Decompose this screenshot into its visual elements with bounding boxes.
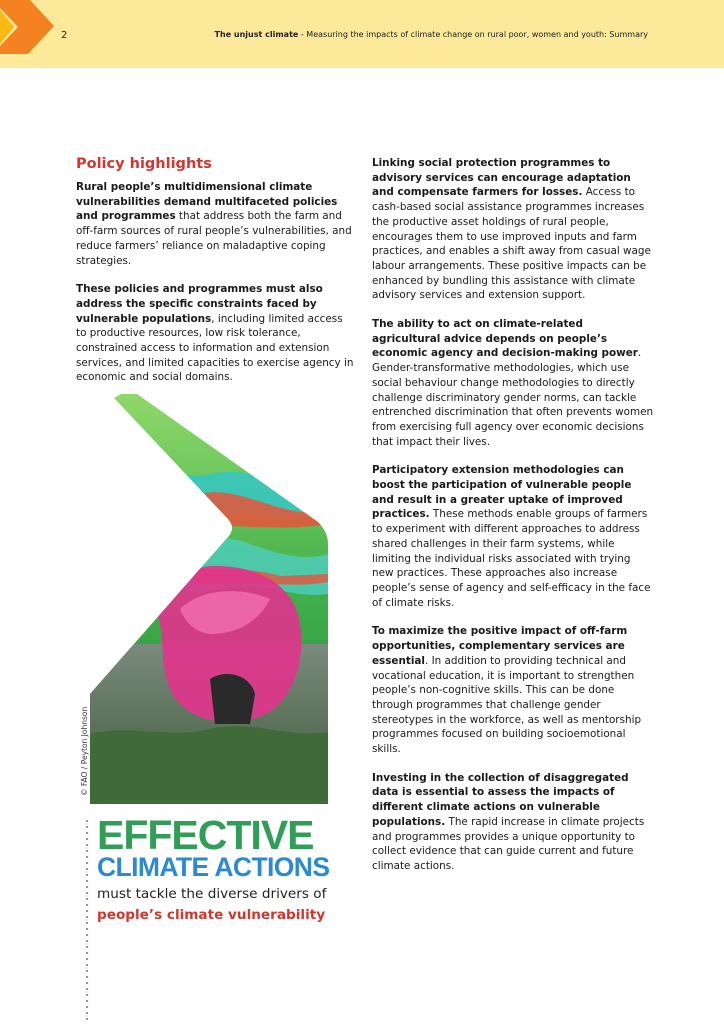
paragraph [372, 317, 654, 449]
paragraph-body: . In addition to providing technical and vocational education, it is important to strengthen people’s non-cognitive skills. This can be done through programmes that challenge gender stereotypes in the workforce, as well as mentorship programmes focused on building socioemotional skills. [372, 654, 642, 756]
callout-emphasis: people’s climate vulnerability [97, 907, 326, 923]
paragraph-lead: Participatory extension methodologies can boost the participation of vulnerable people and result in a greater uptake of improved practices. [372, 464, 632, 521]
dotted-divider [86, 818, 88, 1024]
callout-subheading: CLIMATE ACTIONS [97, 852, 330, 882]
callout-tagline: must tackle the diverse drivers of [97, 886, 327, 902]
chevron-photo [90, 394, 328, 804]
paragraph-body: , including limited access to productive resources, low risk tolerance, constrained access to information and extension services, and limited capacities to exercise agency in economic and social domains. [76, 312, 354, 384]
running-title [215, 30, 648, 39]
paragraph-lead: To maximize the positive impact of off-farm opportunities, complementary services are essential [372, 625, 628, 667]
paragraph-lead: Investing in the collection of disaggregated data is essential to assess the impacts of different climate actions on vulnerable populations. [372, 771, 629, 828]
page-number: 2 [61, 30, 68, 41]
paragraph-body: . Gender-transformative methodologies, which use social behaviour change methodologies to directly challenge discriminatory gender norms, can tackle entrenched discrimination that often prevents women from exercising full agency over economic decisions that impact their lives. [372, 347, 654, 448]
left-column [76, 156, 354, 399]
paragraph [372, 624, 654, 756]
paragraph [76, 282, 354, 385]
section-title: Policy highlights [76, 156, 212, 172]
paragraph [372, 463, 654, 610]
running-title-rest: - Measuring the impacts of climate change on rural poor, women and youth: Summary [298, 30, 648, 39]
paragraph [372, 771, 654, 874]
paragraph [372, 156, 654, 303]
running-title-bold: The unjust climate [214, 30, 299, 39]
paragraph-lead: The ability to act on climate-related agricultural advice depends on people’s economic agency and decision-making power [372, 318, 638, 360]
paragraph-body: The rapid increase in climate projects and programmes provides a unique opportunity to collect evidence that can guide current and future climate actions. [372, 815, 645, 872]
right-column [372, 156, 654, 888]
paragraph-body: that address both the farm and off-farm sources of rural people’s vulnerabilities, and reduce farmers’ reliance on maladaptive coping strategies. [76, 210, 352, 267]
paragraph [76, 180, 354, 268]
photo-credit: © FAO / Peyton Johnson [80, 706, 89, 796]
paragraph-lead: Linking social protection programmes to advisory services can encourage adaptation and compensate farmers for losses. [372, 157, 631, 199]
callout-heading: EFFECTIVE [97, 812, 314, 858]
paragraph-lead: These policies and programmes must also address the specific constraints faced by vulnerable populations [76, 283, 323, 325]
paragraph-body: Access to cash-based social assistance programmes increases the productive asset holdings of rural people, encourages them to use improved inputs and farm practices, and enables a shift away from casual wage labour arrangements. These positive impacts can be enhanced by bundling this assistance with climate advisory services and extension support. [372, 186, 651, 302]
paragraph-body: These methods enable groups of farmers to experiment with different approaches to address shared challenges in their farm systems, while limiting the individual risks associated with trying new practices. These approaches also increase people’s sense of agency and self-efficacy in the face of climate risks. [372, 508, 651, 609]
paragraph-lead: Rural people’s multidimensional climate vulnerabilities demand multifaceted policies and programmes [76, 181, 338, 223]
page-header [0, 0, 724, 68]
chevron-logo-icon [0, 0, 56, 58]
